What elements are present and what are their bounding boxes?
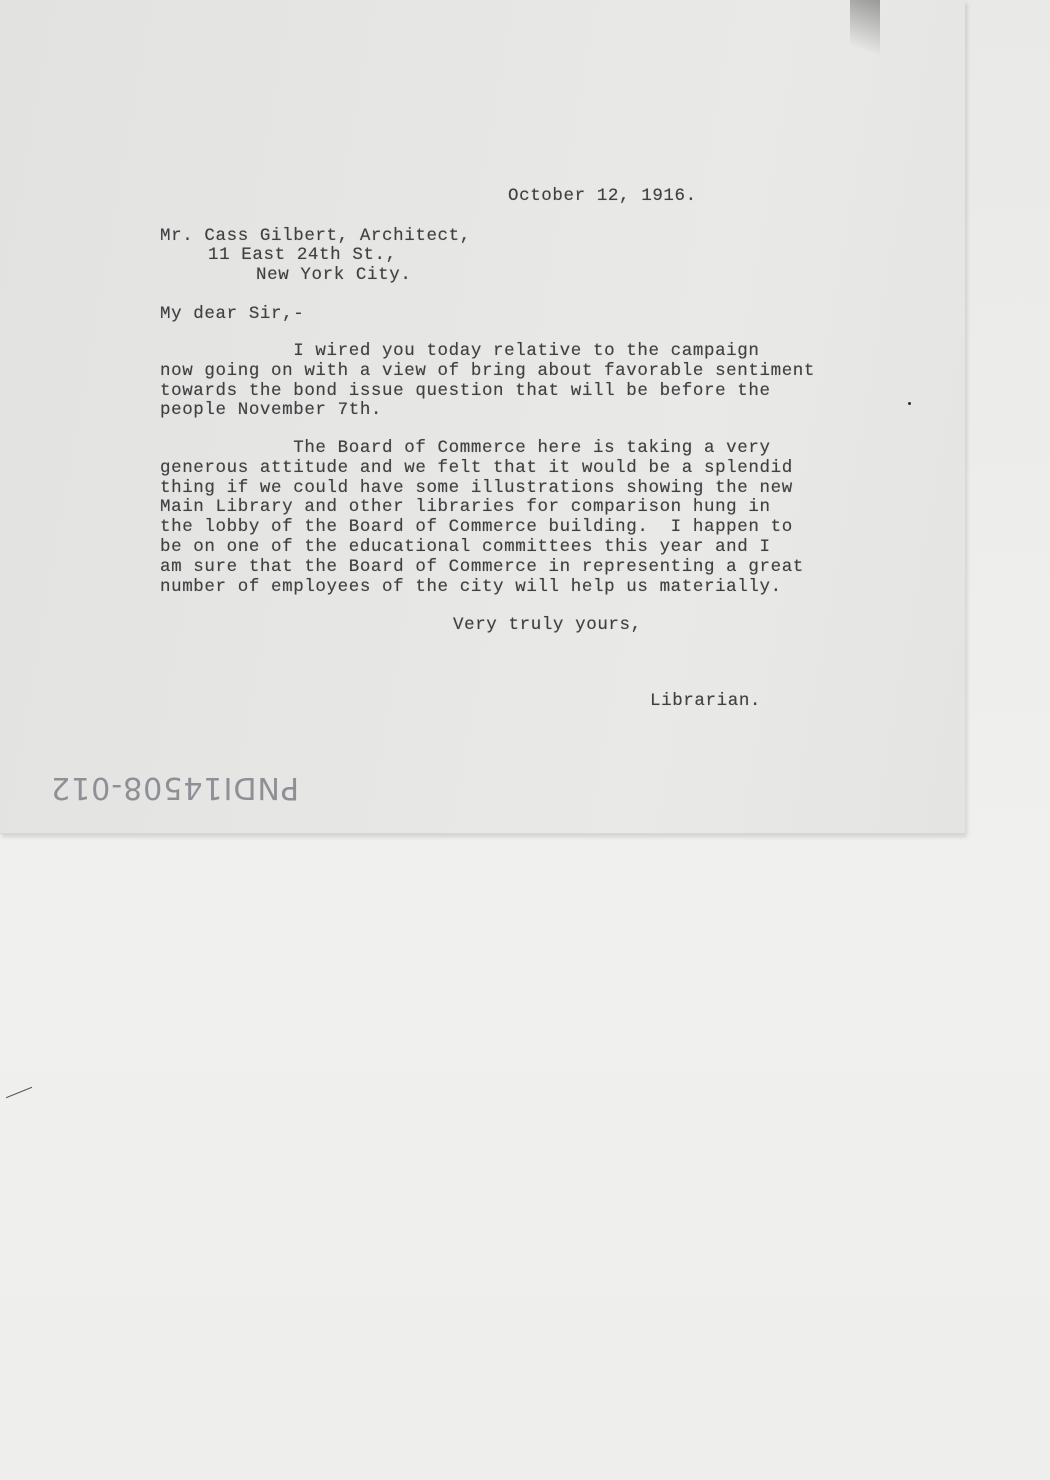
body-paragraph-1: I wired you today relative to the campaign now going on with a view of bring about favorable sentiment towards the bond issue question that will be before the people November 7th. (160, 341, 816, 421)
recipient-name: Mr. Cass Gilbert, Architect, (160, 226, 471, 246)
body-paragraph-2: The Board of Commerce here is taking a very generous attitude and we felt that it would be a splendid thing if we could have some illustrations showing the new Main Library and other libraries for comparison hung in the lobby of the Board of Commerce building. I happen to be on one of the educational committees this year and I am sure that the Board of Commerce in representing a great number of employees of the city will help us materially. (160, 438, 804, 597)
closing: Very truly yours, (453, 615, 642, 635)
signature-title: Librarian. (650, 691, 762, 711)
salutation: My dear Sir,- (160, 304, 305, 324)
letter-date: October 12, 1916. (508, 186, 697, 206)
paper-speck (908, 402, 911, 405)
corner-shadow (850, 0, 880, 60)
recipient-city: New York City. (256, 265, 412, 285)
archive-reference-handwritten: PNDI14508-012 (50, 770, 300, 805)
recipient-street: 11 East 24th St., (208, 245, 397, 265)
